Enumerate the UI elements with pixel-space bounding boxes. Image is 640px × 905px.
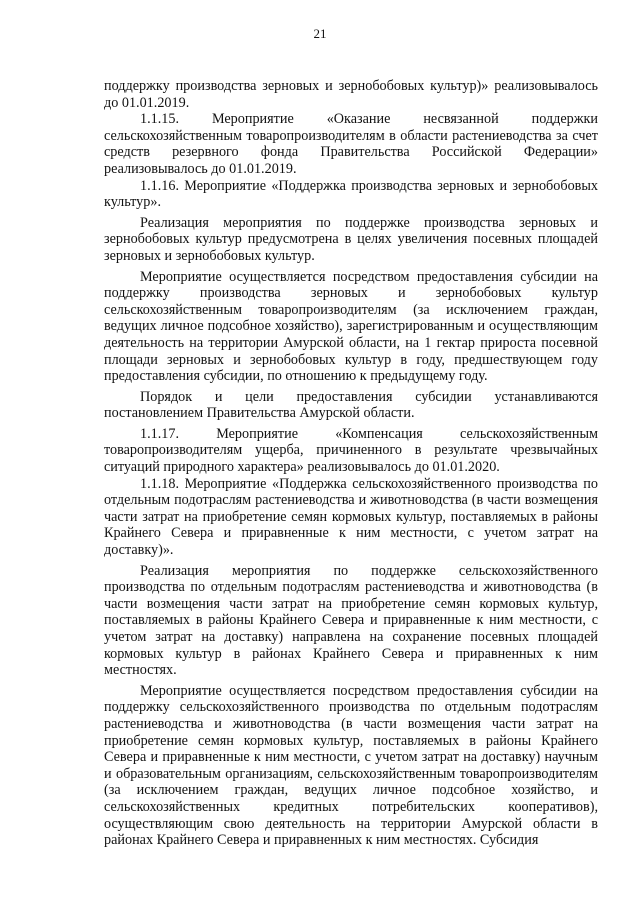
paragraph-1-1-17: 1.1.17. Мероприятие «Компенсация сельскохозяйственным товаропроизводителям ущерба, причиненного в результате чрезвычайных ситуаций природного характера» реализовывалось до 01.01.2020. [104,425,598,476]
paragraph-1-1-18: 1.1.18. Мероприятие «Поддержка сельскохозяйственного производства по отдельным подотраслям растениеводства и животноводства (в части возмещения части затрат на приобретение семян кормовых культур, поставляемых в районы Крайнего Севера и приравненные к ним местности, с учетом затрат на доставку)». [104,475,598,559]
paragraph-fodder-subsidy: Мероприятие осуществляется посредством предоставления субсидии на поддержку сельскохозяйственного производства по отдельным подотраслям растениеводства и животноводства (в части возмещения части затрат на приобретение семян кормовых культур, поставляемых в районы Крайнего Севера и приравненные к ним местности, с учетом затрат на доставку) научным и образовательным организациям, сельскохозяйственным товаропроизводителям (за исключением граждан, ведущих личное подсобное хозяйство, и сельскохозяйственных кредитных потребительских кооперативов), осуществляющим свою деятельность на территории Амурской области в районах Крайнего Севера и приравненных к ним местностях. Субсидия [104,682,598,849]
paragraph-1: поддержку производства зерновых и зернобобовых культур)» реализовывалось до 01.01.2019. [104,78,598,111]
paragraph-1-1-15: 1.1.15. Мероприятие «Оказание несвязанной поддержки сельскохозяйственным товаропроизводителям в области растениеводства за счет средств резервного фонда Правительства Российской Федерации» реализовывалось до 01.01.2019. [104,111,598,177]
paragraph-grain-subsidy: Мероприятие осуществляется посредством предоставления субсидии на поддержку производства зерновых и зернобобовых культур сельскохозяйственным товаропроизводителям (за исключением граждан, ведущих личное подсобное хозяйство), зарегистрированным и осуществляющим деятельность на территории Амурской области, на 1 гектар прироста посевной площади зерновых и зернобобовых культур в году, предшествующем году предоставления субсидии, по отношению к предыдущему году. [104,268,598,385]
page-number: 21 [313,26,327,41]
paragraph-1-1-16: 1.1.16. Мероприятие «Поддержка производства зерновых и зернобобовых культур». [104,177,598,211]
document-body [104,78,598,849]
paragraph-procedure: Порядок и цели предоставления субсидии устанавливаются постановлением Правительства Амурской области. [104,388,598,422]
paragraph-grain-implementation: Реализация мероприятия по поддержке производства зерновых и зернобобовых культур предусмотрена в целях увеличения посевных площадей зерновых и зернобобовых культур. [104,214,598,264]
paragraph-fodder-implementation: Реализация мероприятия по поддержке сельскохозяйственного производства по отдельным подотраслям растениеводства и животноводства (в части возмещения части затрат на приобретение семян кормовых культур, поставляемых в районы Крайнего Севера и приравненные к ним местности, с учетом затрат на доставку) направлена на сохранение посевных площадей кормовых культур в районах Крайнего Севера и приравненных к ним местностях. [104,562,598,679]
